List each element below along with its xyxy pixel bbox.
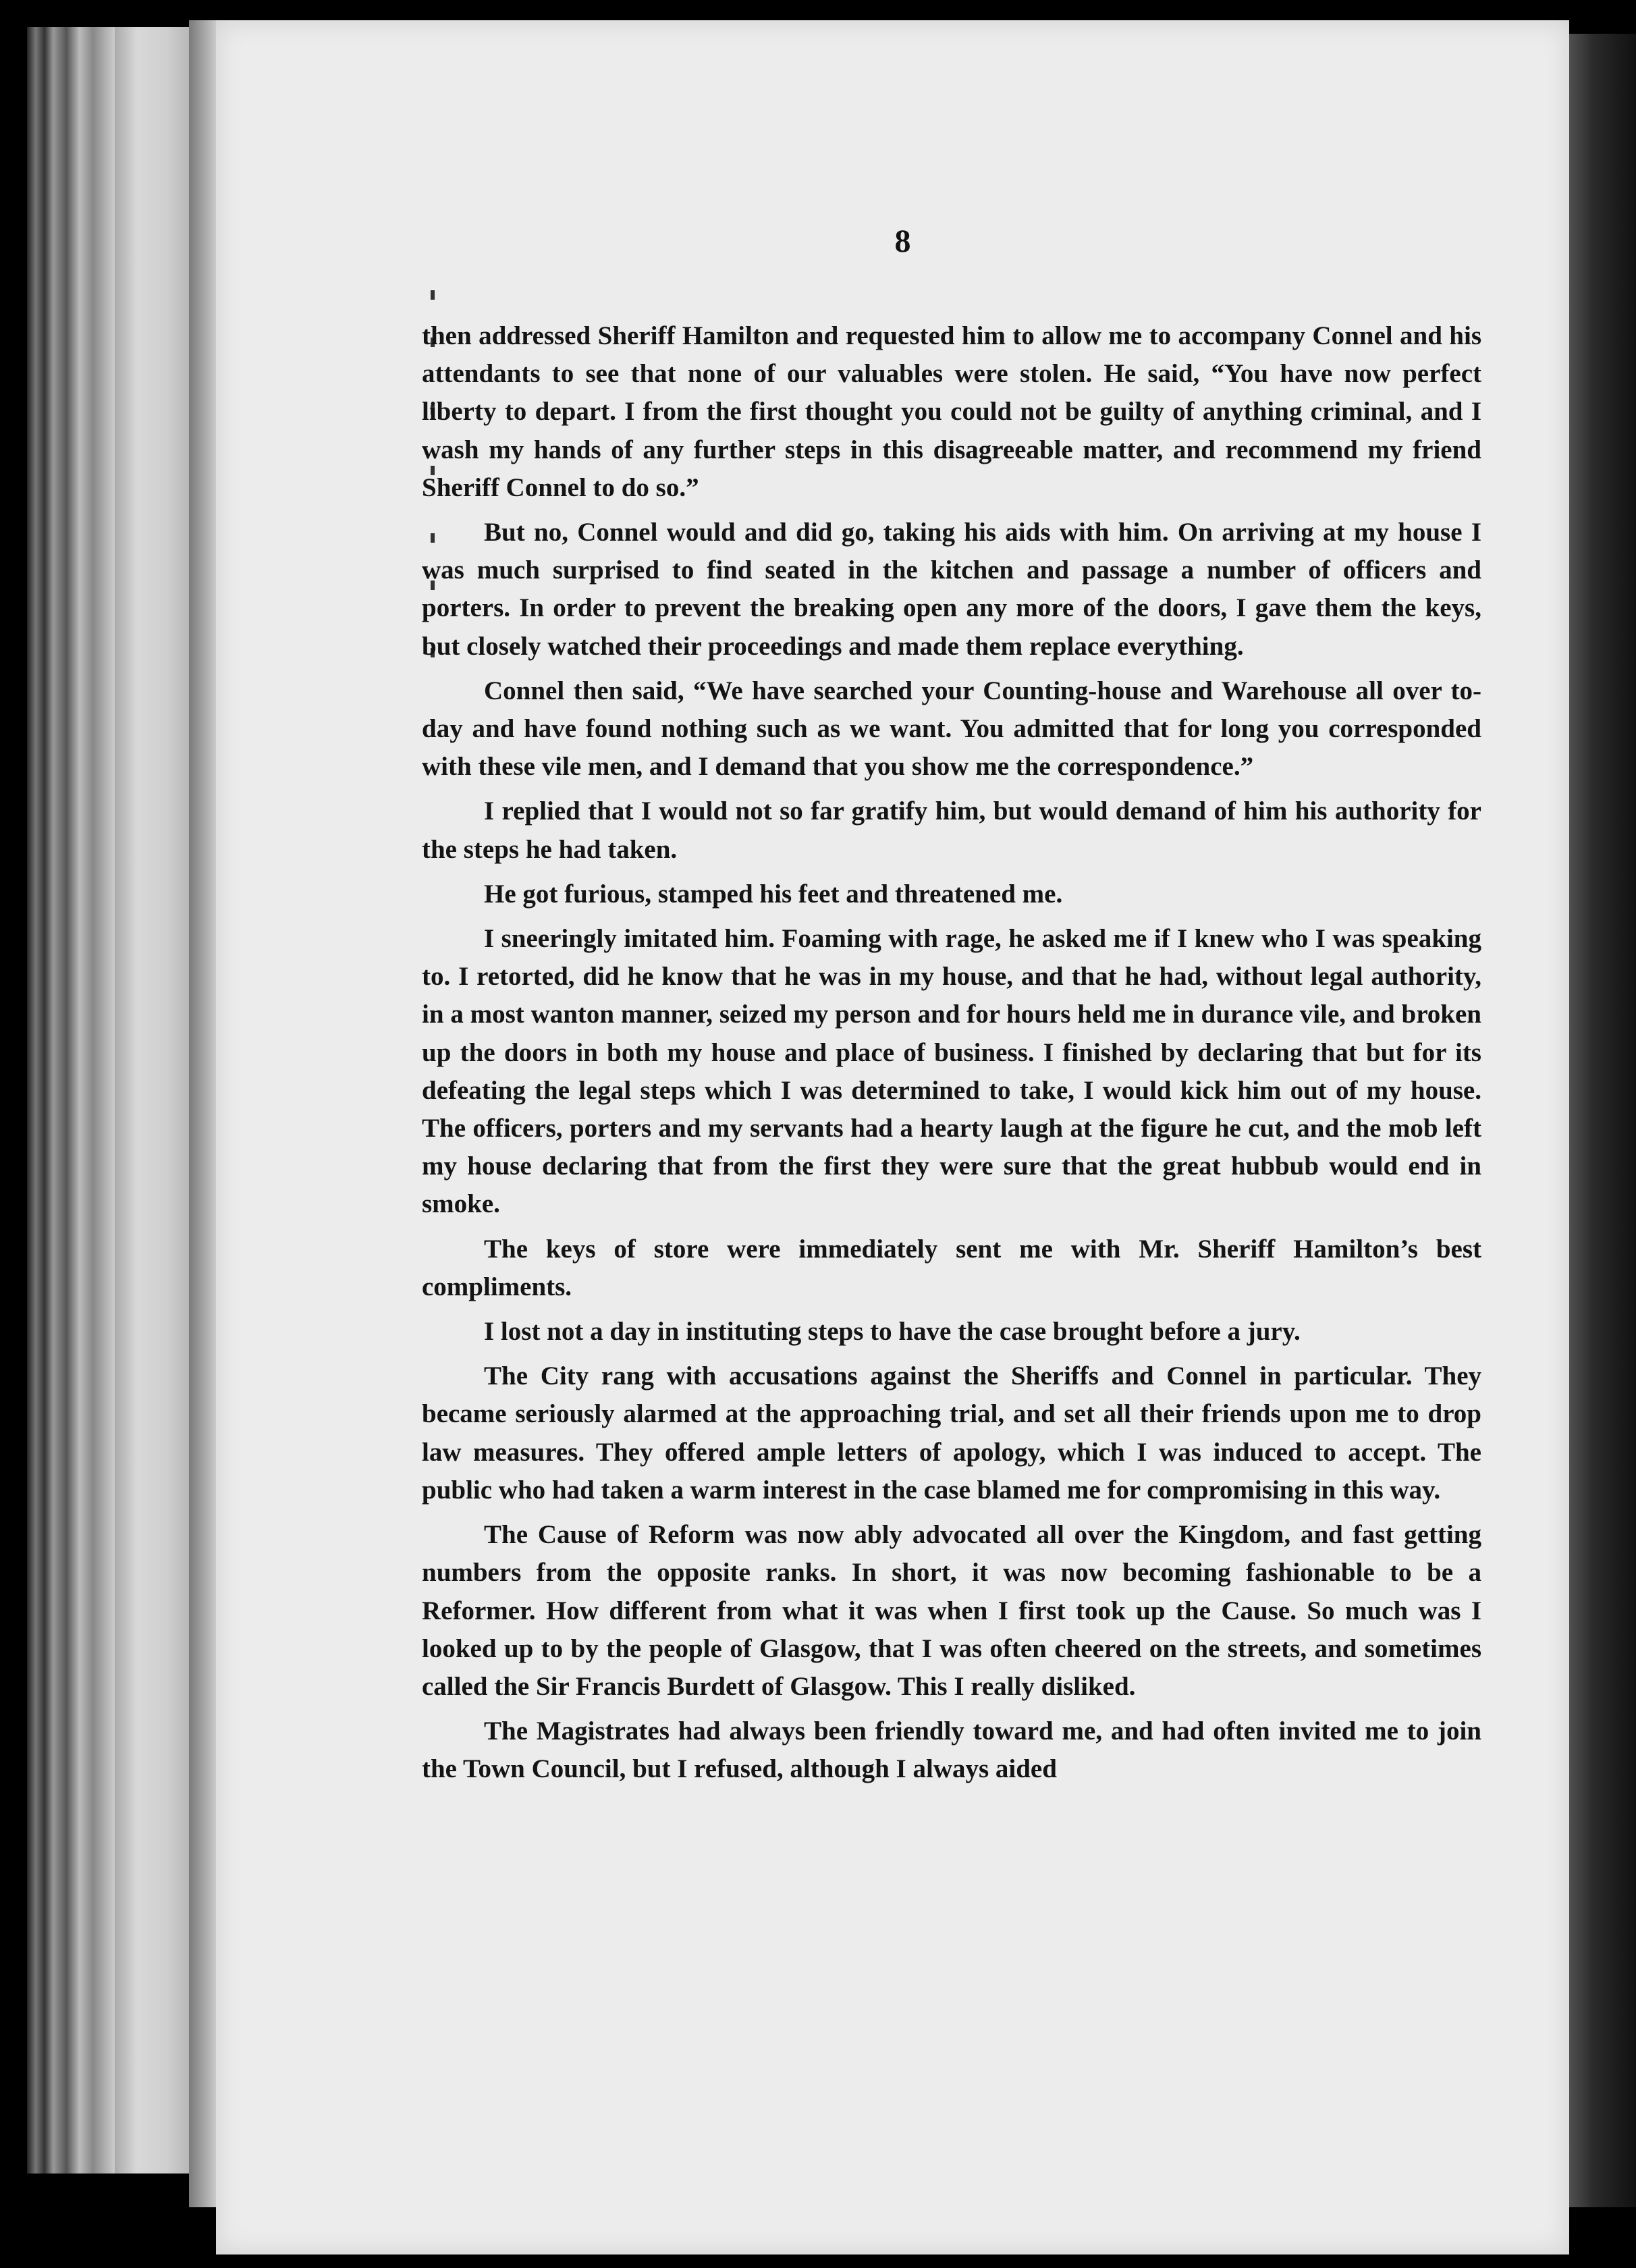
paragraph: The Magistrates had always been friendly toward me, and had often invited me to join the Town Council, but I refused, although I always aided [422, 1717, 1481, 1784]
book-cover-board [115, 27, 189, 2174]
book-edge-right [1566, 34, 1636, 2207]
paragraph: then addressed Sheriff Hamilton and requested him to allow me to accompany Connel and his attendants to see that none of our valuables were stolen. He said, “You have now perfect liberty to depart. I from the first thought you could not be guilty of anything criminal, and I wash my hands of any further steps in this disagreeable matter, and recommend my friend Sheriff Connel to do so.” [422, 321, 1481, 502]
body-text [422, 317, 1481, 1796]
paragraph: I lost not a day in instituting steps to have the case brought before a jury. [484, 1317, 1301, 1347]
paragraph: The City rang with accusations against the Sheriffs and Connel in particular. They became seriously alarmed at the approaching trial, and set all their friends upon me to drop law measures. They offered ample letters of apology, which I was induced to accept. The public who had taken a warm interest in the case blamed me for compromising in this way. [422, 1361, 1481, 1505]
paragraph: I replied that I would not so far gratify him, but would demand of him his authority for the steps he had taken. [422, 796, 1481, 864]
page-number: 8 [894, 223, 911, 259]
book-gutter-shadow [189, 20, 216, 2207]
paragraph: But no, Connel would and did go, taking his aids with him. On arriving at my house I was much surprised to find seated in the kitchen and passage a number of officers and porters. In order to prevent the breaking open any more of the doors, I gave them the keys, but closely watched their proceedings and made them replace everything. [422, 518, 1481, 661]
book-page [216, 20, 1569, 2254]
paragraph: I sneeringly imitated him. Foaming with rage, he asked me if I knew who I was speaking to. I retorted, did he know that he was in my house, and that he had, without legal authority, in a most wanton manner, seized my person and for hours held me in durance vile, and broken up the doors in both my house and place of business. I finished by declaring that but for its defeating the legal steps which I was determined to take, I would kick him out of my house. The officers, porters and my servants had a hearty laugh at the figure he cut, and the mob left my house declaring that from the first they were sure that the great hubbub would end in smoke. [422, 924, 1481, 1219]
paragraph: The keys of store were immediately sent me with Mr. Sheriff Hamilton’s best compliments. [422, 1234, 1481, 1301]
paragraph: Connel then said, “We have searched your Counting-house and Warehouse all over to-day and have found nothing such as we want. You admitted that for long you corresponded with these vile men, and I demand that you show me the correspondence.” [422, 676, 1481, 782]
book-edge-left [27, 27, 115, 2174]
paragraph: He got furious, stamped his feet and threatened me. [484, 879, 1063, 909]
paragraph: The Cause of Reform was now ably advocated all over the Kingdom, and fast getting numbers from the opposite ranks. In short, it was now becoming fashionable to be a Reformer. How different from what it was when I first took up the Cause. So much was I looked up to by the people of Glasgow, that I was often cheered on the streets, and sometimes called the Sir Francis Burdett of Glasgow. This I really disliked. [422, 1520, 1481, 1701]
